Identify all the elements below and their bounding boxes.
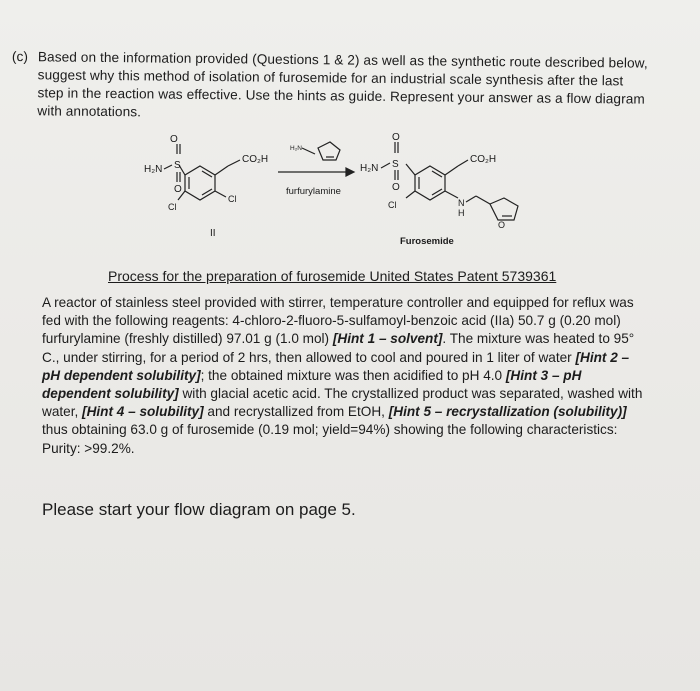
product-furan-ring <box>490 198 518 220</box>
carboxyl-label: CO₂H <box>242 154 269 165</box>
procedure-part-2: . The mixture was heated to 95° C., under stirring, for a period of 2 hrs, then allowed to cool and poured in 1 liter of water <box>42 331 635 365</box>
product-label: Furosemide <box>400 236 454 247</box>
patent-procedure <box>42 294 646 458</box>
reagent-label: furfurylamine <box>286 186 341 197</box>
reactant-label: II <box>210 228 216 239</box>
product-oxygen-bottom: O <box>392 182 400 193</box>
chlorine-label-2: Cl <box>228 194 237 204</box>
product-carboxyl-label: CO₂H <box>470 154 497 165</box>
hint-2: [Hint 2 – pH dependent solubility] <box>42 349 630 383</box>
product-sulfur-atom: S <box>392 159 399 170</box>
product-chlorine-label: Cl <box>388 200 397 210</box>
procedure-part-1: A reactor of stainless steel provided with stirrer, temperature controller and equipped for reflux was fed with the following reagents: 4-chloro-2-fluoro-5-sulfamoyl-benzoic acid (IIa) 50.7 g (0.20 mol) furfurylamine (freshly distilled) 97.01 g (1.0 mol) <box>42 295 634 347</box>
question-label: (c) <box>11 48 29 65</box>
sulfonyl-oxygen-bottom: O <box>174 184 182 195</box>
question-text: Based on the information provided (Questions 1 & 2) as well as the synthetic route described below, suggest why this method of isolation of furosemide for an industrial scale synthesis after the last step in the reaction was effective. Use the hints as guide. Represent your answer as a flow diagram with annotations. <box>37 49 648 120</box>
nh-label: N <box>458 198 465 208</box>
start-note: Please start your flow diagram on page 5. <box>42 500 356 519</box>
hint-3: [Hint 3 – pH dependent solubility] <box>42 367 582 402</box>
chlorine-label: Cl <box>168 202 177 212</box>
product-amine-label: H₂N <box>360 163 379 174</box>
procedure-part-3: ; the obtained mixture was then acidified to pH 4.0 <box>200 367 506 383</box>
amine-label: H₂N <box>144 164 163 175</box>
hint-5: [Hint 5 – recrystallization (solubility)] <box>388 404 627 420</box>
reagent-amine-label: H₂N <box>290 145 302 152</box>
reaction-scheme-drawing <box>130 128 570 250</box>
procedure-part-5: and recrystallized from EtOH, <box>203 404 389 420</box>
nh-hydrogen-label: H <box>458 208 465 218</box>
reaction-scheme <box>130 128 570 250</box>
hint-4: [Hint 4 – solubility] <box>82 404 204 420</box>
procedure-part-6: thus obtaining 63.0 g of furosemide (0.19 mol; yield=94%) showing the following characteristics: Purity: >99.2%. <box>42 422 618 456</box>
furan-oxygen-label: O <box>498 220 506 230</box>
hint-1: [Hint 1 – solvent] <box>332 331 443 347</box>
sulfur-atom: S <box>174 160 181 171</box>
product-oxygen-top: O <box>392 132 400 143</box>
patent-title: Process for the preparation of furosemide United States Patent 5739361 <box>108 268 557 284</box>
question-c <box>11 48 652 127</box>
sulfonyl-oxygen-top: O <box>170 134 178 145</box>
procedure-part-4: with glacial acetic acid. The crystallized product was separated, washed with water, <box>42 386 643 420</box>
